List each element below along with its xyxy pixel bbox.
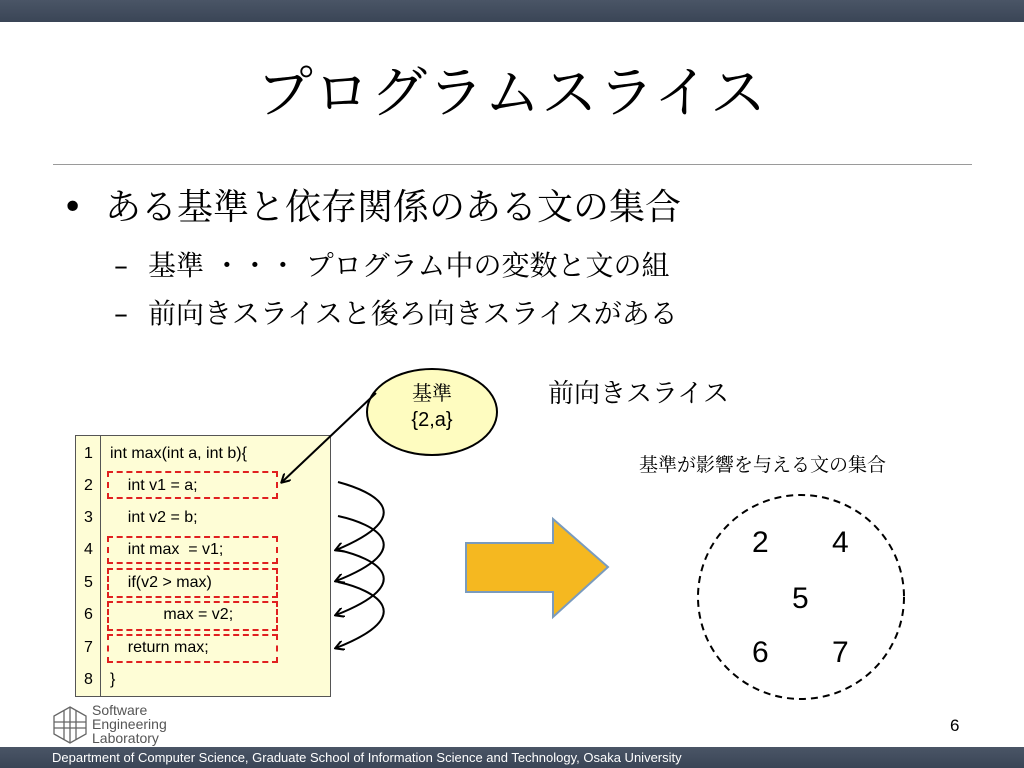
- bullet-marker: •: [62, 187, 84, 228]
- lab-name-line: Software: [92, 702, 148, 718]
- line-number: 7: [84, 639, 93, 656]
- line-number: 1: [84, 445, 93, 462]
- lab-name-line: Engineering: [92, 716, 167, 732]
- sub-bullet-directions: 前向きスライスと後ろ向きスライスがある: [148, 297, 678, 330]
- footer-bar: [0, 747, 1024, 768]
- slice-set-member: 7: [832, 636, 849, 669]
- result-block-arrow: [466, 519, 608, 617]
- line-number: 8: [84, 671, 93, 688]
- code-line: int max = v1;: [110, 541, 224, 558]
- criterion-pointer-arrow: [282, 393, 376, 482]
- line-number: 5: [84, 574, 93, 591]
- sub-bullet-marker: –: [114, 249, 128, 282]
- code-line: return max;: [110, 639, 209, 656]
- sub-bullet-criterion: 基準 ・・・ プログラム中の変数と文の組: [148, 249, 670, 282]
- slide-title: プログラムスライス: [256, 61, 768, 126]
- code-line: }: [110, 671, 116, 688]
- line-number: 3: [84, 509, 93, 526]
- criterion-value: {2,a}: [411, 409, 453, 431]
- dependency-arrows: [336, 482, 384, 648]
- criterion-label: 基準: [412, 383, 452, 405]
- slice-set-member: 4: [832, 526, 849, 559]
- line-number: 4: [84, 541, 93, 558]
- code-line: int v2 = b;: [110, 509, 198, 526]
- line-number: 6: [84, 606, 93, 623]
- lab-name: [92, 703, 167, 745]
- lab-name-line: Laboratory: [92, 730, 159, 746]
- slice-set-member: 2: [752, 526, 769, 559]
- bullet-main-text: ある基準と依存関係のある文の集合: [105, 187, 682, 228]
- footer-department: Department of Computer Science, Graduate School of Information Science and Technology, Osaka University: [52, 750, 682, 765]
- lab-logo-icon: [50, 705, 90, 745]
- dependency-arrow-2-to-4: [336, 482, 384, 550]
- forward-slice-caption: 基準が影響を与える文の集合: [639, 454, 887, 476]
- page-number: 6: [950, 716, 960, 735]
- slice-set-member: 6: [752, 636, 769, 669]
- slice-set-member: 5: [792, 582, 809, 615]
- code-line: max = v2;: [110, 606, 234, 623]
- code-line: if(v2 > max): [110, 574, 212, 591]
- criterion-callout-text: [390, 381, 474, 433]
- line-number: 2: [84, 477, 93, 494]
- sub-bullet-marker: –: [114, 297, 128, 330]
- forward-slice-heading: 前向きスライス: [548, 379, 729, 409]
- code-line: int v1 = a;: [110, 477, 198, 494]
- code-line: int max(int a, int b){: [110, 445, 247, 462]
